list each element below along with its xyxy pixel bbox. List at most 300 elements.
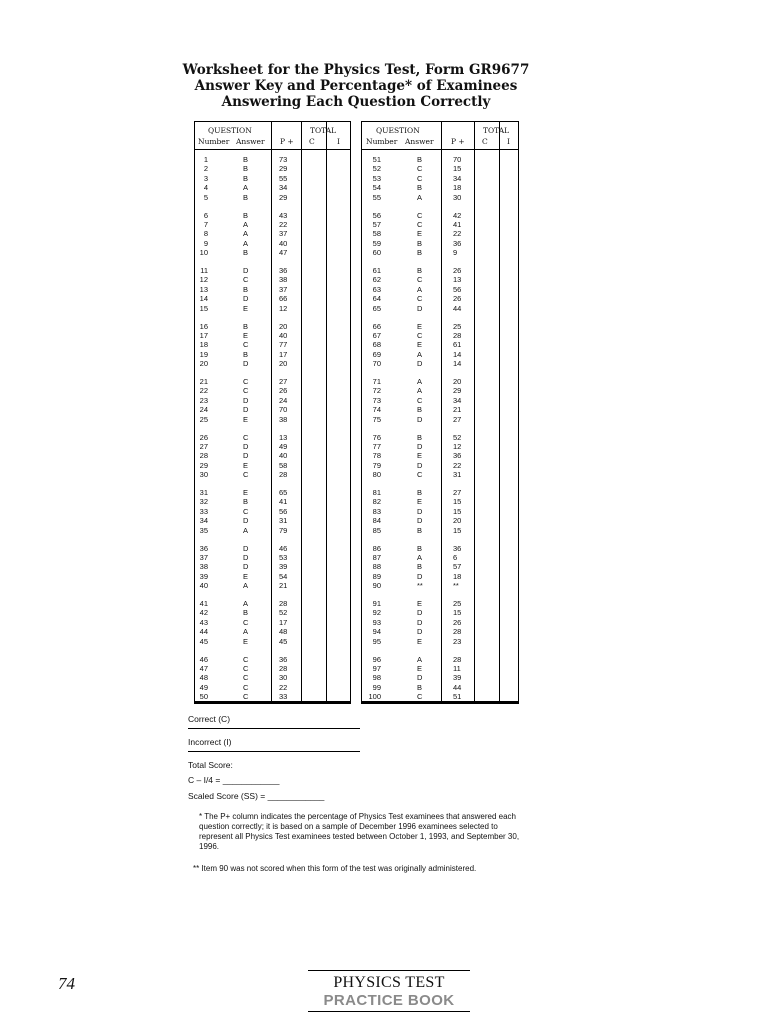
table-row [195, 581, 350, 590]
item-90-footnote: ** Item 90 was not scored when this form of the test was originally administered. [193, 864, 477, 873]
table-row [195, 544, 350, 553]
question-number: 26 [199, 432, 208, 442]
question-number: 91 [372, 599, 381, 608]
table-row [362, 211, 518, 220]
correct-answer: A [243, 599, 249, 608]
question-number: 97 [372, 663, 381, 673]
p-plus-value: 22 [453, 229, 462, 239]
table-row [362, 618, 518, 627]
question-group [195, 599, 350, 655]
correct-answer: A [417, 654, 423, 664]
p-plus-value: 40 [279, 238, 288, 248]
table-row [362, 266, 518, 275]
question-number: 29 [199, 460, 208, 470]
p-plus-value: 24 [279, 395, 288, 405]
correct-answer: A [243, 219, 249, 229]
table-row [362, 164, 518, 173]
question-number: 19 [199, 349, 208, 359]
p-plus-value: 36 [453, 543, 462, 553]
table-row [195, 673, 350, 682]
p-plus-value: 34 [453, 395, 462, 405]
p-plus-value: 25 [453, 599, 462, 608]
question-number: 73 [372, 395, 381, 405]
p-plus-value: 40 [279, 330, 288, 340]
question-number: 36 [199, 543, 208, 553]
correct-answer: C [243, 506, 249, 516]
p-plus-value: 45 [279, 636, 288, 646]
table-row [362, 599, 518, 608]
correct-answer: E [417, 229, 423, 239]
header-question: QUESTION [376, 126, 420, 135]
p-plus-value: 70 [453, 155, 462, 164]
question-number: 37 [199, 552, 208, 562]
p-plus-value: 37 [279, 284, 288, 294]
table-row [362, 692, 518, 701]
p-plus-value: 26 [453, 294, 462, 304]
table-row [195, 637, 350, 646]
correct-answer: E [417, 599, 423, 608]
table-row [195, 377, 350, 386]
correct-answer: D [243, 395, 249, 405]
correct-answer: E [243, 636, 249, 646]
question-number: 70 [372, 359, 381, 369]
table-row [195, 405, 350, 414]
practice-book-logo [308, 970, 470, 1012]
question-number: 14 [199, 294, 208, 304]
question-number: 100 [368, 692, 381, 702]
p-plus-value: 28 [453, 330, 462, 340]
question-group [362, 266, 518, 322]
brand-subtitle: PRACTICE BOOK [323, 992, 455, 1009]
question-number: 8 [203, 229, 208, 239]
header-total: TOTAL [483, 126, 510, 135]
table-row [195, 275, 350, 284]
correct-answer: E [417, 340, 423, 350]
p-plus-value: 36 [279, 266, 288, 275]
table-row [195, 470, 350, 479]
p-plus-value: 28 [279, 599, 288, 608]
p-plus-value: 34 [279, 183, 288, 193]
p-plus-value: 56 [279, 506, 288, 516]
correct-answer: B [243, 192, 249, 202]
score-formula[interactable]: C – I/4 = ____________ [188, 775, 280, 785]
question-number: 89 [372, 571, 381, 581]
table-row [195, 248, 350, 257]
table-row [362, 220, 518, 229]
question-number: 39 [199, 571, 208, 581]
question-number: 11 [200, 266, 208, 275]
correct-answer: C [243, 663, 249, 673]
table-row [195, 572, 350, 581]
table-row [195, 220, 350, 229]
header-question: QUESTION [208, 126, 252, 135]
p-plus-value: 79 [279, 525, 288, 535]
table-row [195, 396, 350, 405]
correct-answer: ** [417, 581, 423, 591]
question-number: 50 [199, 692, 208, 702]
question-group [195, 377, 350, 433]
correct-answer: D [243, 359, 249, 369]
page-number: 74 [58, 974, 75, 993]
correct-answer: E [243, 330, 249, 340]
table-row [195, 322, 350, 331]
correct-answer: C [243, 275, 249, 285]
table-row [362, 516, 518, 525]
table-row [362, 331, 518, 340]
question-number: 42 [199, 608, 208, 618]
table-row [195, 608, 350, 617]
correct-answer: B [417, 266, 423, 275]
correct-answer: A [243, 229, 249, 239]
correct-answer: E [243, 303, 249, 313]
question-number: 60 [372, 248, 381, 258]
p-plus-value: 20 [453, 516, 462, 526]
correct-answer: C [243, 386, 249, 396]
p-plus-value: 22 [279, 219, 288, 229]
header-c: C [482, 137, 488, 146]
brand-title: PHYSICS TEST [333, 974, 445, 991]
question-number: 46 [199, 654, 208, 664]
correct-answer: D [417, 303, 423, 313]
correct-answer: C [417, 294, 423, 304]
p-plus-value: 29 [279, 164, 288, 174]
p-plus-value: 46 [279, 543, 288, 553]
correct-answer: C [417, 210, 423, 220]
correct-answer: B [417, 488, 423, 497]
p-plus-value: 20 [279, 321, 288, 331]
p-plus-value: 27 [453, 488, 462, 497]
p-plus-value: 27 [279, 377, 288, 386]
p-plus-value: 70 [279, 405, 288, 415]
correct-entry-line[interactable] [188, 728, 360, 729]
question-number: 94 [372, 627, 381, 637]
correct-answer: D [417, 617, 423, 627]
header-p-plus: P + [451, 137, 465, 146]
table-row [195, 451, 350, 460]
question-number: 56 [372, 210, 381, 220]
table-row [362, 544, 518, 553]
question-number: 95 [372, 636, 381, 646]
question-group [362, 322, 518, 378]
correct-answer: E [417, 663, 423, 673]
table-row [362, 174, 518, 183]
table-row [362, 664, 518, 673]
question-group [362, 155, 518, 211]
table-row [195, 164, 350, 173]
question-group [362, 488, 518, 544]
table-row [362, 386, 518, 395]
p-plus-value: 30 [453, 192, 462, 202]
table-row [362, 461, 518, 470]
p-plus-value: 21 [279, 581, 288, 591]
table-row [362, 340, 518, 349]
total-score-label: Total Score: [188, 760, 233, 770]
correct-answer: E [243, 414, 249, 424]
table-row [195, 692, 350, 701]
question-number: 38 [199, 562, 208, 572]
correct-answer: C [417, 330, 423, 340]
question-number: 25 [199, 414, 208, 424]
correct-answer: D [417, 506, 423, 516]
correct-answer: B [417, 155, 423, 164]
p-plus-value: 54 [279, 571, 288, 581]
table-row [362, 359, 518, 368]
question-number: 15 [199, 303, 208, 313]
question-number: 93 [372, 617, 381, 627]
p-plus-value: 52 [453, 432, 462, 442]
worksheet-title [150, 62, 562, 110]
correct-answer: A [243, 525, 249, 535]
question-number: 79 [372, 460, 381, 470]
p-plus-value: 11 [453, 663, 461, 673]
correct-answer: A [417, 552, 423, 562]
header-number: Number [198, 137, 230, 146]
p-plus-value: 55 [279, 173, 288, 183]
table-row [362, 673, 518, 682]
correct-answer: A [417, 192, 423, 202]
table-row [195, 174, 350, 183]
correct-answer: C [243, 654, 249, 664]
question-number: 65 [372, 303, 381, 313]
p-plus-value: 13 [453, 275, 462, 285]
correct-answer: D [417, 571, 423, 581]
table-row [195, 239, 350, 248]
question-number: 7 [203, 219, 208, 229]
correct-answer: C [243, 340, 249, 350]
p-plus-value: 28 [453, 627, 462, 637]
question-number: 52 [372, 164, 381, 174]
table-row [362, 451, 518, 460]
header-i: I [507, 137, 510, 146]
table-row [195, 415, 350, 424]
table-row [195, 599, 350, 608]
question-group [195, 322, 350, 378]
question-group [195, 488, 350, 544]
table-row [362, 655, 518, 664]
p-plus-value: 31 [279, 516, 288, 526]
table-row [362, 396, 518, 405]
table-row [195, 294, 350, 303]
question-number: 76 [372, 432, 381, 442]
p-plus-value: 41 [453, 219, 462, 229]
table-row [195, 155, 350, 164]
correct-answer: A [243, 627, 249, 637]
table-row [362, 572, 518, 581]
correct-answer: C [243, 377, 249, 386]
correct-answer: D [417, 627, 423, 637]
p-plus-value: 25 [453, 321, 462, 331]
table-row [362, 470, 518, 479]
p-plus-value: 12 [279, 303, 288, 313]
p-plus-value: 43 [279, 210, 288, 220]
scaled-score[interactable]: Scaled Score (SS) = ____________ [188, 791, 325, 801]
question-number: 66 [372, 321, 381, 331]
correct-answer: C [243, 470, 249, 480]
question-number: 21 [199, 377, 208, 386]
correct-answer: B [417, 248, 423, 258]
question-number: 77 [372, 441, 381, 451]
correct-answer: D [417, 608, 423, 618]
p-plus-value: 28 [453, 654, 462, 664]
correct-answer: B [417, 562, 423, 572]
correct-answer: A [417, 377, 423, 386]
p-plus-value: 41 [279, 497, 288, 507]
correct-answer: D [417, 673, 423, 683]
p-plus-value: 26 [279, 386, 288, 396]
title-line-2: Answer Key and Percentage* of Examinees [194, 78, 518, 94]
incorrect-label: Incorrect (I) [188, 737, 232, 747]
table-row [362, 248, 518, 257]
question-number: 82 [372, 497, 381, 507]
correct-answer: C [243, 432, 249, 442]
table-row [195, 304, 350, 313]
question-number: 88 [372, 562, 381, 572]
table-row [362, 683, 518, 692]
question-number: 51 [372, 155, 381, 164]
table-row [195, 627, 350, 636]
p-plus-value: 15 [453, 525, 462, 535]
question-number: 78 [372, 451, 381, 461]
question-number: 9 [203, 238, 208, 248]
correct-answer: D [417, 359, 423, 369]
correct-answer: B [417, 405, 423, 415]
p-plus-value: 28 [279, 663, 288, 673]
table-row [195, 497, 350, 506]
p-plus-value: 28 [279, 470, 288, 480]
p-plus-footnote: * The P+ column indicates the percentage of Physics Test examinees that answered each question correctly; it is based on a sample of December 1996 examinees selected to represent all Physics Test examinees tested between October 1, 1993, and September 30, 1996. [199, 812, 520, 851]
correct-answer: A [243, 183, 249, 193]
table-row [362, 627, 518, 636]
correct-answer: D [243, 562, 249, 572]
question-number: 67 [372, 330, 381, 340]
correct-answer: E [417, 497, 423, 507]
p-plus-value: 21 [453, 405, 462, 415]
correct-answer: D [417, 441, 423, 451]
correct-answer: C [417, 219, 423, 229]
question-number: 20 [199, 359, 208, 369]
p-plus-value: 48 [279, 627, 288, 637]
table-row [362, 553, 518, 562]
question-number: 81 [372, 488, 381, 497]
table-row [195, 526, 350, 535]
question-number: 85 [372, 525, 381, 535]
p-plus-value: 15 [453, 608, 462, 618]
correct-answer: C [243, 673, 249, 683]
correct-answer: A [417, 349, 423, 359]
question-number: 30 [199, 470, 208, 480]
question-number: 62 [372, 275, 381, 285]
p-plus-value: ** [453, 581, 459, 591]
table-row [362, 488, 518, 497]
question-number: 49 [199, 682, 208, 692]
question-group [195, 433, 350, 489]
table-row [195, 562, 350, 571]
question-group [362, 599, 518, 655]
question-number: 61 [372, 266, 381, 275]
question-number: 28 [199, 451, 208, 461]
header-total: TOTAL [310, 126, 337, 135]
p-plus-value: 47 [279, 248, 288, 258]
p-plus-value: 38 [279, 414, 288, 424]
correct-answer: D [243, 266, 249, 275]
correct-answer: A [243, 238, 249, 248]
question-number: 2 [203, 164, 208, 174]
table-row [362, 350, 518, 359]
table-row [362, 183, 518, 192]
header-c: C [309, 137, 315, 146]
correct-answer: B [243, 248, 249, 258]
p-plus-value: 44 [453, 303, 462, 313]
table-row [195, 664, 350, 673]
question-number: 74 [372, 405, 381, 415]
correct-answer: B [417, 525, 423, 535]
question-number: 83 [372, 506, 381, 516]
correct-answer: B [243, 164, 249, 174]
question-number: 16 [199, 321, 208, 331]
correct-label: Correct (C) [188, 714, 231, 724]
question-number: 72 [372, 386, 381, 396]
p-plus-value: 15 [453, 164, 462, 174]
right-rows [362, 155, 518, 710]
question-number: 44 [199, 627, 208, 637]
question-number: 45 [199, 636, 208, 646]
table-row [195, 359, 350, 368]
question-number: 12 [199, 275, 208, 285]
question-group [362, 211, 518, 267]
question-number: 5 [203, 192, 208, 202]
p-plus-value: 18 [453, 183, 462, 193]
question-number: 57 [372, 219, 381, 229]
table-row [362, 229, 518, 238]
correct-answer: B [243, 349, 249, 359]
table-row [362, 637, 518, 646]
p-plus-value: 22 [279, 682, 288, 692]
table-row [362, 507, 518, 516]
table-row [195, 285, 350, 294]
header-p-plus: P + [280, 137, 294, 146]
p-plus-value: 20 [453, 377, 462, 386]
p-plus-value: 23 [453, 636, 462, 646]
left-rows [195, 155, 350, 710]
correct-answer: D [243, 294, 249, 304]
correct-answer: B [243, 210, 249, 220]
question-number: 24 [199, 405, 208, 415]
correct-answer: E [243, 488, 249, 497]
correct-answer: E [417, 451, 423, 461]
p-plus-value: 39 [279, 562, 288, 572]
question-number: 17 [199, 330, 208, 340]
table-row [362, 433, 518, 442]
p-plus-value: 39 [453, 673, 462, 683]
question-number: 33 [199, 506, 208, 516]
question-number: 34 [199, 516, 208, 526]
table-row [195, 266, 350, 275]
table-row [195, 183, 350, 192]
p-plus-value: 49 [279, 441, 288, 451]
question-number: 31 [199, 488, 208, 497]
incorrect-entry-line[interactable] [188, 751, 360, 752]
correct-answer: D [243, 543, 249, 553]
question-number: 10 [199, 248, 208, 258]
question-group [362, 377, 518, 433]
correct-answer: D [243, 552, 249, 562]
question-number: 69 [372, 349, 381, 359]
p-plus-value: 15 [453, 506, 462, 516]
correct-answer: B [243, 497, 249, 507]
table-row [362, 497, 518, 506]
correct-answer: E [243, 460, 249, 470]
title-line-1: Worksheet for the Physics Test, Form GR9677 [182, 62, 530, 78]
